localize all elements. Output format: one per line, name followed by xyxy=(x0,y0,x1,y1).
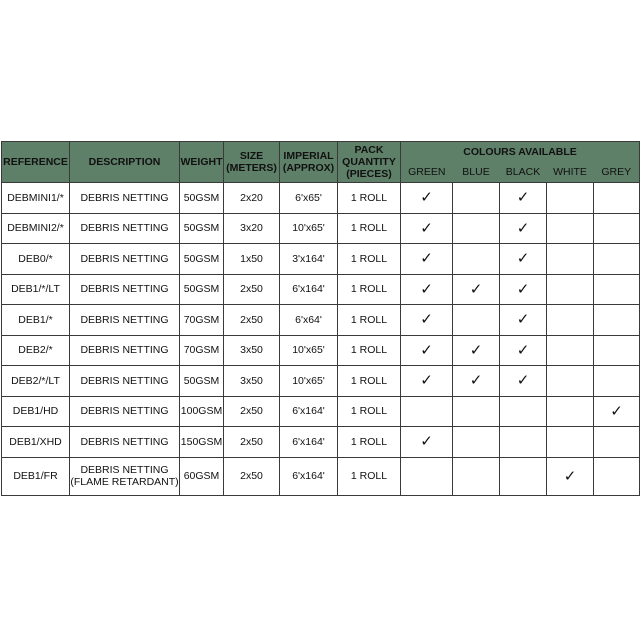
cell-imperial: 6'x164' xyxy=(280,427,338,458)
cell-description xyxy=(70,213,180,244)
table-row xyxy=(2,244,640,275)
cell-white xyxy=(547,457,594,495)
cell-description xyxy=(70,274,180,305)
header-imperial: IMPERIAL (APPROX) xyxy=(280,142,338,183)
cell-description xyxy=(70,335,180,366)
cell-weight: 70GSM xyxy=(180,335,224,366)
cell-grey xyxy=(594,427,640,458)
header-grey: GREY xyxy=(594,162,640,183)
cell-grey xyxy=(594,183,640,214)
cell-description xyxy=(70,305,180,336)
cell-reference: DEBMINI2/* xyxy=(2,213,70,244)
cell-pack-quantity: 1 ROLL xyxy=(338,335,401,366)
cell-white xyxy=(547,335,594,366)
header-black: BLACK xyxy=(500,162,547,183)
check-icon: ✓ xyxy=(516,311,530,329)
cell-blue xyxy=(453,335,500,366)
description-text: DEBRIS NETTING xyxy=(80,405,169,418)
cell-black xyxy=(500,213,547,244)
cell-weight: 100GSM xyxy=(180,396,224,427)
cell-reference: DEB1/FR xyxy=(2,457,70,495)
header-green: GREEN xyxy=(401,162,453,183)
cell-reference: DEB1/HD xyxy=(2,396,70,427)
cell-blue xyxy=(453,366,500,397)
cell-blue xyxy=(453,396,500,427)
cell-black xyxy=(500,244,547,275)
cell-reference: DEBMINI1/* xyxy=(2,183,70,214)
check-icon: ✓ xyxy=(610,402,623,420)
cell-pack-quantity: 1 ROLL xyxy=(338,366,401,397)
cell-blue xyxy=(453,183,500,214)
cell-blue xyxy=(453,457,500,495)
cell-size: 2x50 xyxy=(224,427,280,458)
spec-table xyxy=(1,141,640,496)
cell-description xyxy=(70,183,180,214)
cell-size: 3x50 xyxy=(224,366,280,397)
cell-black xyxy=(500,335,547,366)
cell-size: 2x50 xyxy=(224,396,280,427)
cell-weight: 50GSM xyxy=(180,183,224,214)
cell-imperial: 10'x65' xyxy=(280,335,338,366)
table-row xyxy=(2,427,640,458)
table-row xyxy=(2,213,640,244)
cell-grey xyxy=(594,244,640,275)
cell-green xyxy=(401,396,453,427)
cell-pack-quantity: 1 ROLL xyxy=(338,305,401,336)
check-icon: ✓ xyxy=(420,433,433,451)
cell-weight: 50GSM xyxy=(180,244,224,275)
table-row xyxy=(2,457,640,495)
check-icon: ✓ xyxy=(516,280,530,298)
cell-size: 3x20 xyxy=(224,213,280,244)
cell-weight: 60GSM xyxy=(180,457,224,495)
cell-pack-quantity: 1 ROLL xyxy=(338,274,401,305)
cell-weight: 50GSM xyxy=(180,274,224,305)
header-size: SIZE (METERS) xyxy=(224,142,280,183)
description-text: DEBRIS NETTING xyxy=(80,283,169,296)
cell-reference: DEB2/*/LT xyxy=(2,366,70,397)
cell-imperial: 6'x64' xyxy=(280,305,338,336)
cell-white xyxy=(547,183,594,214)
cell-grey xyxy=(594,213,640,244)
description-text: DEBRIS NETTING xyxy=(80,374,169,387)
cell-weight: 70GSM xyxy=(180,305,224,336)
check-icon: ✓ xyxy=(516,219,530,237)
cell-description xyxy=(70,244,180,275)
check-icon: ✓ xyxy=(469,280,483,298)
check-icon: ✓ xyxy=(563,467,577,485)
check-icon: ✓ xyxy=(516,189,530,207)
check-icon: ✓ xyxy=(420,372,433,390)
cell-white xyxy=(547,427,594,458)
cell-reference: DEB1/* xyxy=(2,305,70,336)
cell-grey xyxy=(594,366,640,397)
cell-size: 2x20 xyxy=(224,183,280,214)
cell-size: 3x50 xyxy=(224,335,280,366)
header-colours-available: COLOURS AVAILABLE xyxy=(401,142,640,163)
cell-weight: 50GSM xyxy=(180,213,224,244)
cell-size: 2x50 xyxy=(224,305,280,336)
cell-imperial: 6'x164' xyxy=(280,396,338,427)
table-row xyxy=(2,335,640,366)
cell-white xyxy=(547,396,594,427)
check-icon: ✓ xyxy=(420,341,433,359)
table-row xyxy=(2,305,640,336)
cell-pack-quantity: 1 ROLL xyxy=(338,244,401,275)
cell-black xyxy=(500,366,547,397)
cell-black xyxy=(500,427,547,458)
check-icon: ✓ xyxy=(420,189,433,207)
cell-imperial: 6'x164' xyxy=(280,457,338,495)
cell-blue xyxy=(453,213,500,244)
cell-imperial: 10'x65' xyxy=(280,213,338,244)
table-row xyxy=(2,274,640,305)
table-row xyxy=(2,366,640,397)
cell-white xyxy=(547,366,594,397)
cell-white xyxy=(547,274,594,305)
cell-reference: DEB1/*/LT xyxy=(2,274,70,305)
check-icon: ✓ xyxy=(469,341,483,359)
description-text: DEBRIS NETTING xyxy=(80,222,169,235)
description-text: DEBRIS NETTING xyxy=(80,313,169,326)
header-blue: BLUE xyxy=(453,162,500,183)
cell-pack-quantity: 1 ROLL xyxy=(338,183,401,214)
cell-imperial: 6'x65' xyxy=(280,183,338,214)
cell-pack-quantity: 1 ROLL xyxy=(338,457,401,495)
check-icon: ✓ xyxy=(420,311,433,329)
header-reference: REFERENCE xyxy=(2,142,70,183)
cell-white xyxy=(547,305,594,336)
cell-description xyxy=(70,427,180,458)
header-description: DESCRIPTION xyxy=(70,142,180,183)
cell-weight: 50GSM xyxy=(180,366,224,397)
cell-blue xyxy=(453,427,500,458)
cell-imperial: 3'x164' xyxy=(280,244,338,275)
cell-green xyxy=(401,427,453,458)
header-weight: WEIGHT xyxy=(180,142,224,183)
check-icon: ✓ xyxy=(469,372,483,390)
header-pack-quantity: PACK QUANTITY (PIECES) xyxy=(338,142,401,183)
cell-reference: DEB1/XHD xyxy=(2,427,70,458)
cell-description xyxy=(70,457,180,495)
table-body xyxy=(2,183,640,496)
check-icon: ✓ xyxy=(516,250,530,268)
description-text: DEBRIS NETTING xyxy=(80,435,169,448)
cell-blue xyxy=(453,274,500,305)
cell-blue xyxy=(453,305,500,336)
description-text: DEBRIS NETTING xyxy=(80,191,169,204)
cell-size: 2x50 xyxy=(224,274,280,305)
cell-grey xyxy=(594,305,640,336)
cell-description xyxy=(70,366,180,397)
cell-pack-quantity: 1 ROLL xyxy=(338,396,401,427)
check-icon: ✓ xyxy=(420,219,433,237)
cell-green xyxy=(401,274,453,305)
cell-black xyxy=(500,457,547,495)
cell-reference: DEB0/* xyxy=(2,244,70,275)
description-note: (FLAME RETARDANT) xyxy=(70,476,179,488)
cell-grey xyxy=(594,396,640,427)
cell-grey xyxy=(594,335,640,366)
table-row xyxy=(2,183,640,214)
description-text: DEBRIS NETTING xyxy=(80,252,169,265)
cell-white xyxy=(547,244,594,275)
cell-grey xyxy=(594,457,640,495)
cell-size: 1x50 xyxy=(224,244,280,275)
cell-description xyxy=(70,396,180,427)
cell-imperial: 10'x65' xyxy=(280,366,338,397)
cell-blue xyxy=(453,244,500,275)
check-icon: ✓ xyxy=(420,280,433,298)
cell-green xyxy=(401,244,453,275)
cell-green xyxy=(401,335,453,366)
cell-green xyxy=(401,457,453,495)
cell-black xyxy=(500,183,547,214)
cell-weight: 150GSM xyxy=(180,427,224,458)
cell-imperial: 6'x164' xyxy=(280,274,338,305)
cell-pack-quantity: 1 ROLL xyxy=(338,427,401,458)
cell-green xyxy=(401,366,453,397)
cell-black xyxy=(500,305,547,336)
cell-reference: DEB2/* xyxy=(2,335,70,366)
header-white: WHITE xyxy=(547,162,594,183)
cell-black xyxy=(500,396,547,427)
check-icon: ✓ xyxy=(516,341,530,359)
cell-green xyxy=(401,183,453,214)
cell-black xyxy=(500,274,547,305)
cell-grey xyxy=(594,274,640,305)
cell-green xyxy=(401,213,453,244)
table-row xyxy=(2,396,640,427)
cell-size: 2x50 xyxy=(224,457,280,495)
cell-green xyxy=(401,305,453,336)
check-icon: ✓ xyxy=(420,250,433,268)
check-icon: ✓ xyxy=(516,372,530,390)
description-text: DEBRIS NETTING xyxy=(80,344,169,357)
cell-pack-quantity: 1 ROLL xyxy=(338,213,401,244)
description-text: DEBRIS NETTING xyxy=(80,464,169,476)
cell-white xyxy=(547,213,594,244)
